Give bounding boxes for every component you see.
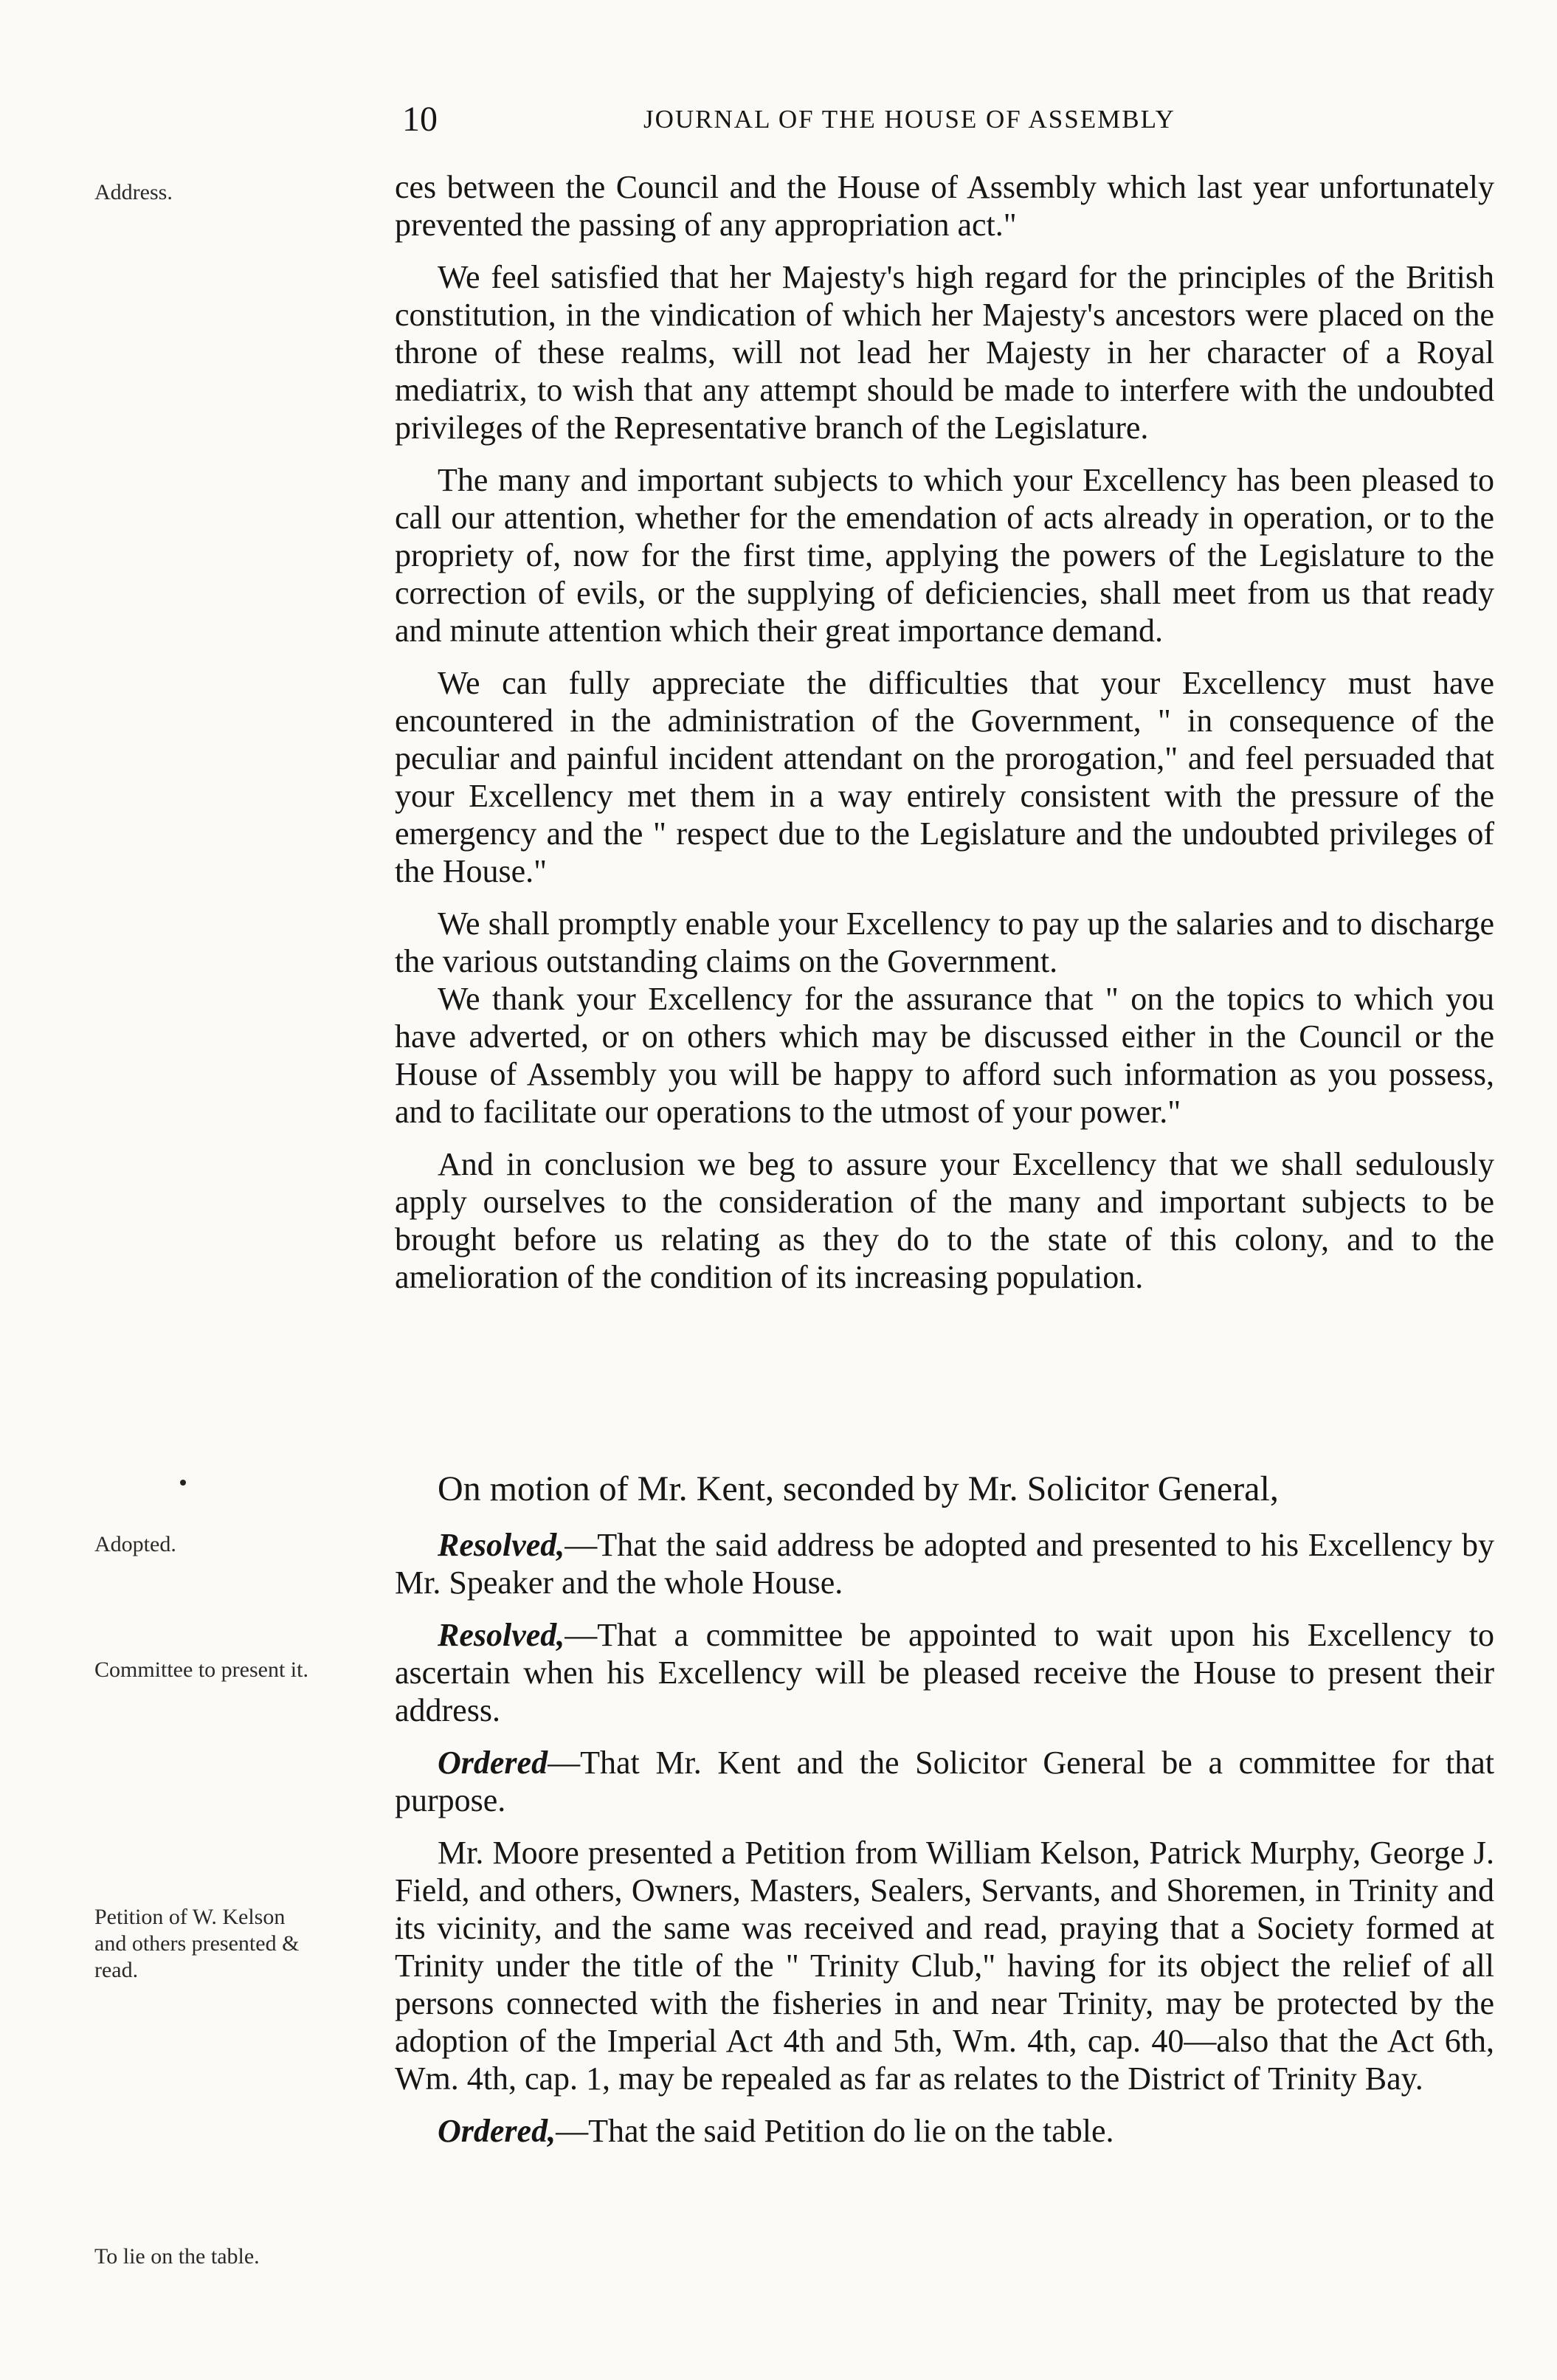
ordered-committee-text: —That Mr. Kent and the Solicitor General be a committee for that purpose.	[395, 1745, 1494, 1818]
petition-paragraph: Mr. Moore presented a Petition from William Kelson, Patrick Murphy, George J. Field, and others, Owners, Masters, Sealers, Servants, and Shoremen, in Trinity and its vicinity, and the same was received and read, praying that a Society formed at Trinity under the title of the " Trinity Club," having for its object the relief of all persons connected with the fisheries in and near Trinity, may be protected by the adoption of the Imperial Act 4th and 5th, Wm. 4th, cap. 40—also that the Act 6th, Wm. 4th, cap. 1, may be repealed as far as relates to the District of Trinity Bay.	[395, 1835, 1494, 2097]
resolved-keyword: Resolved,	[438, 1617, 565, 1653]
ordered-table	[395, 2112, 1494, 2150]
motion-line: On motion of Mr. Kent, seconded by Mr. Solicitor General,	[438, 1469, 1279, 1508]
margin-note-petition-line3: read.	[94, 1958, 139, 1982]
resolved-adopt	[395, 1526, 1494, 1601]
paragraph-1: ces between the Council and the House of Assembly which last year unfortunately prevented the passing of any appropriation act."	[395, 169, 1494, 243]
paragraph-7: And in conclusion we beg to assure your Excellency that we shall sedulously apply ourselves to the consideration of the many and important subjects to be brought before us relating as they do to the state of this colony, and to the amelioration of the condition of its increasing population.	[395, 1146, 1494, 1295]
address-text	[395, 168, 1494, 1311]
paragraph-6: We thank your Excellency for the assurance that " on the topics to which you have adverted, or on others which may be discussed either in the Council or the House of Assembly you will be happy to afford such information as you possess, and to facilitate our operations to the utmost of your power."	[395, 981, 1494, 1130]
resolved-committee-text: —That a committee be appointed to wait upon his Excellency to ascertain when his Excellency will be pleased receive the House to present their address.	[395, 1617, 1494, 1728]
margin-note-committee: Committee to present it.	[94, 1658, 308, 1682]
margin-dot	[180, 1480, 186, 1486]
proceedings-text	[395, 1469, 1494, 2165]
paragraph-3: The many and important subjects to which your Excellency has been pleased to call our attention, whether for the emendation of acts already in operation, or to the propriety of, now for the first time, applying the powers of the Legislature to the correction of evils, or the supplying of deficiencies, shall meet from us that ready and minute attention which their great importance demand.	[395, 462, 1494, 649]
margin-note-petition	[94, 1904, 390, 1984]
margin-note-address: Address.	[94, 180, 173, 204]
paragraph-2: We feel satisfied that her Majesty's high regard for the principles of the British constitution, in the vindication of which her Majesty's ancestors were placed on the throne of these realms, will not lead her Majesty in her character of a Royal mediatrix, to wish that any attempt should be made to interfere with the undoubted privileges of the Representative branch of the Legislature.	[395, 259, 1494, 446]
paragraph-5: We shall promptly enable your Excellency to pay up the salaries and to discharge the various outstanding claims on the Government.	[395, 906, 1494, 979]
ordered-keyword: Ordered	[438, 1745, 548, 1781]
ordered-keyword: Ordered,	[438, 2113, 556, 2149]
paragraph-4: We can fully appreciate the difficulties that your Excellency must have encountered in the administration of the Government, " in consequence of the peculiar and painful incident attendant on the prorogation," and feel persuaded that your Excellency met them in a way entirely consistent with the pressure of the emergency and the " respect due to the Legislature and the undoubted privileges of the House."	[395, 665, 1494, 889]
page-header	[0, 99, 1557, 143]
ordered-committee	[395, 1744, 1494, 1819]
margin-note-petition-line1: Petition of W. Kelson	[94, 1905, 286, 1929]
page-number: 10	[402, 100, 438, 139]
resolved-keyword: Resolved,	[438, 1527, 565, 1563]
resolved-committee	[395, 1616, 1494, 1729]
running-head: JOURNAL OF THE HOUSE OF ASSEMBLY	[643, 105, 1175, 134]
ordered-table-text: —That the said Petition do lie on the table.	[556, 2113, 1114, 2149]
resolved-adopt-text: —That the said address be adopted and presented to his Excellency by Mr. Speaker and the whole House.	[395, 1527, 1494, 1601]
margin-note-table: To lie on the table.	[94, 2244, 260, 2269]
margin-note-petition-line2: and others presented &	[94, 1931, 300, 1956]
margin-note-adopted: Adopted.	[94, 1532, 176, 1556]
